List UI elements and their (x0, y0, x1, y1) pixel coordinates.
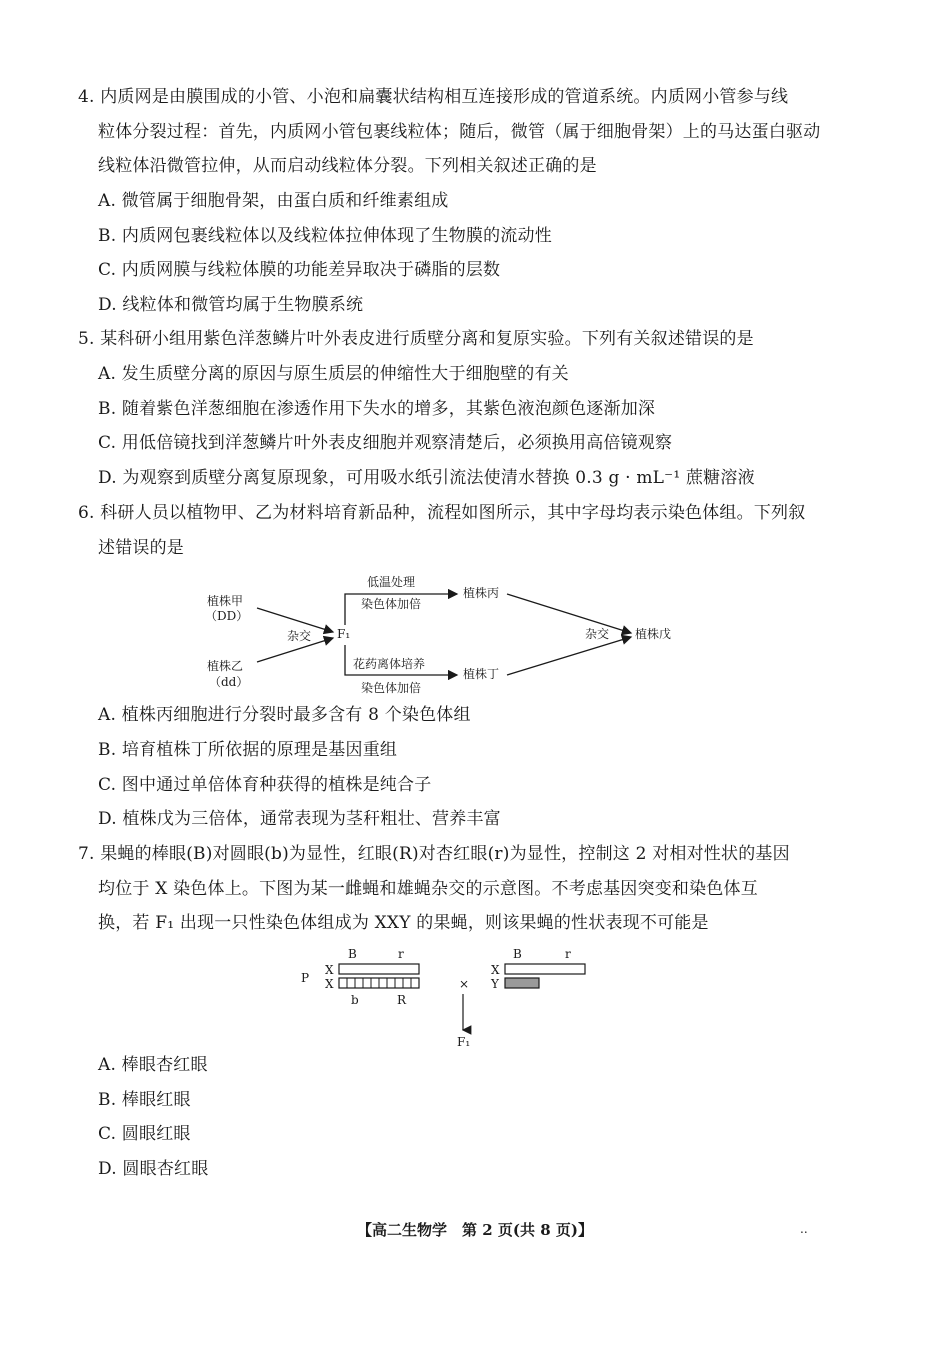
plant-jia-label: 植株甲 (207, 594, 244, 608)
plant-yi-genome: （dd） (209, 675, 249, 689)
q7-option-c: C. 圆眼红眼 (98, 1124, 191, 1144)
q4-option-c: C. 内质网膜与线粒体膜的功能差异取决于磷脂的层数 (98, 260, 501, 280)
q4-stem-line-3: 线粒体沿微管拉伸，从而启动线粒体分裂。下列相关叙述正确的是 (98, 156, 597, 176)
q5-stem-line-1: 5. 某科研小组用紫色洋葱鳞片叶外表皮进行质壁分离和复原实验。下列有关叙述错误的是 (78, 329, 754, 349)
allele-r-female: r (398, 947, 404, 961)
q6-option-b: B. 培育植株丁所依据的原理是基因重组 (98, 740, 398, 760)
q7-stem-line-3: 换，若 F₁ 出现一只性染色体组成为 XXY 的果蝇，则该果蝇的性状表现不可能是 (98, 913, 709, 933)
q6-option-c: C. 图中通过单倍体育种获得的植株是纯合子 (98, 775, 432, 795)
q6-option-a: A. 植株丙细胞进行分裂时最多含有 8 个染色体组 (98, 705, 471, 725)
plant-jia-genome: （DD） (205, 609, 249, 623)
low-temp-label: 低温处理 (367, 575, 416, 589)
parent-label: P (301, 971, 310, 985)
female-x1-label: X (325, 963, 334, 977)
cross-label-1: 杂交 (287, 629, 312, 643)
plant-bing-label: 植株丙 (463, 586, 500, 600)
arrow-ding-to-wu (507, 637, 631, 675)
f1-label: F₁ (337, 627, 351, 641)
page-footer: 【高二生物学 第 2 页(共 8 页)】 (357, 1221, 593, 1239)
male-y-chromosome (505, 978, 539, 988)
doubling-label-2: 染色体加倍 (361, 681, 422, 695)
plant-yi-label: 植株乙 (207, 659, 244, 673)
q4-stem-line-1: 4. 内质网是由膜围成的小管、小泡和扁囊状结构相互连接形成的管道系统。内质网小管参与线 (78, 87, 789, 107)
male-x-label: X (491, 963, 500, 977)
plant-ding-label: 植株丁 (463, 667, 500, 681)
q6-stem-line-1: 6. 科研人员以植物甲、乙为材料培育新品种，流程如图所示，其中字母均表示染色体组。下列叙 (78, 503, 806, 523)
arrow-bing-to-wu (507, 594, 631, 633)
allele-R-female: R (397, 993, 407, 1007)
q6-stem-line-2: 述错误的是 (98, 538, 184, 558)
allele-B-female: B (348, 947, 357, 961)
q5-option-c: C. 用低倍镜找到洋葱鳞片叶外表皮细胞并观察清楚后，必须换用高倍镜观察 (98, 433, 673, 453)
q4-stem-line-2: 粒体分裂过程：首先，内质网小管包裹线粒体；随后，微管（属于细胞骨架）上的马达蛋白驱动 (98, 122, 821, 142)
q7-stem-line-2: 均位于 X 染色体上。下图为某一雌蝇和雄蝇杂交的示意图。不考虑基因突变和染色体互 (98, 879, 758, 899)
q7-stem-line-1: 7. 果蝇的棒眼(B)对圆眼(b)为显性，红眼(R)对杏红眼(r)为显性，控制这 2 对相对性状的基因 (78, 844, 790, 864)
female-x2-label: X (325, 977, 334, 991)
doubling-label-1: 染色体加倍 (361, 597, 422, 611)
chromosome-cross-diagram (295, 942, 595, 1052)
anther-culture-label: 花药离体培养 (353, 657, 426, 671)
q5-option-a: A. 发生质壁分离的原因与原生质层的伸缩性大于细胞壁的有关 (98, 364, 569, 384)
q6-option-d: D. 植株戊为三倍体，通常表现为茎秆粗壮、营养丰富 (98, 809, 501, 829)
q7-option-b: B. 棒眼红眼 (98, 1090, 191, 1110)
q4-option-d: D. 线粒体和微管均属于生物膜系统 (98, 295, 364, 315)
allele-B-male: B (513, 947, 522, 961)
q7-option-d: D. 圆眼杏红眼 (98, 1159, 209, 1179)
q5-option-b: B. 随着紫色洋葱细胞在渗透作用下失水的增多，其紫色液泡颜色逐渐加深 (98, 399, 656, 419)
q5-option-d: D. 为观察到质壁分离复原现象，可用吸水纸引流法使清水替换 0.3 g · mL⁻¹ 蔗糖溶液 (98, 468, 755, 488)
breeding-flowchart (195, 570, 715, 702)
female-x-chromosome-1 (339, 964, 419, 974)
allele-r-male: r (565, 947, 571, 961)
cross-symbol: × (459, 977, 470, 991)
cross-label-2: 杂交 (585, 627, 610, 641)
q7-option-a: A. 棒眼杏红眼 (98, 1055, 208, 1075)
q4-option-b: B. 内质网包裹线粒体以及线粒体拉伸体现了生物膜的流动性 (98, 226, 552, 246)
male-y-label: Y (491, 977, 499, 991)
q4-option-a: A. 微管属于细胞骨架，由蛋白质和纤维素组成 (98, 191, 449, 211)
male-x-chromosome (505, 964, 585, 974)
f1-offspring-label: F₁ (457, 1035, 471, 1049)
plant-wu-label: 植株戊 (635, 627, 672, 641)
allele-b-female: b (351, 993, 359, 1007)
corner-marks: .. (800, 1222, 808, 1236)
